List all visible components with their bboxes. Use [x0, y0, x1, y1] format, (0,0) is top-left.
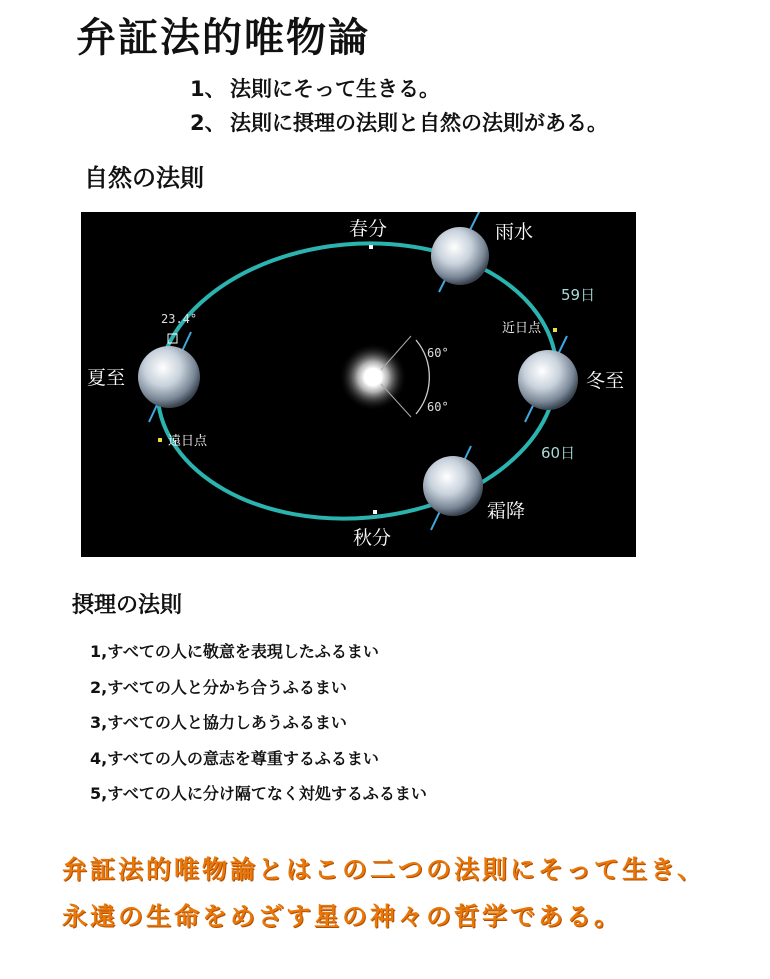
principles-list	[190, 72, 608, 140]
label-spring-equinox: 春分	[349, 218, 388, 240]
sun	[364, 368, 382, 386]
perihelion-marker	[553, 328, 557, 332]
label-autumn-equinox: 秋分	[353, 527, 392, 549]
label-winter-solstice: 冬至	[586, 370, 625, 392]
conclusion-line-1: 弁証法的唯物論とはこの二つの法則にそって生き、	[62, 855, 706, 884]
principle-text: 法則に摂理の法則と自然の法則がある。	[230, 111, 608, 135]
spring-equinox-marker	[369, 245, 373, 249]
label-angle-upper: 60°	[427, 346, 449, 360]
label-days-60: 60日	[541, 444, 576, 462]
principle-1	[190, 72, 608, 106]
providence-list	[90, 634, 427, 812]
list-item: 4,すべての人の意志を尊重するふるまい	[90, 748, 379, 768]
list-item: 3,すべての人と協力しあうふるまい	[90, 713, 347, 732]
label-summer-solstice: 夏至	[87, 367, 126, 389]
earth-rain-water	[431, 227, 489, 285]
principle-2	[190, 106, 608, 140]
earth-frost-descent	[423, 456, 483, 516]
list-item: 5,すべての人に分け隔てなく対処するふるまい	[90, 784, 427, 803]
principle-text: 法則にそって生きる。	[230, 77, 440, 101]
autumn-equinox-marker	[373, 510, 377, 514]
list-item: 2,すべての人と分かち合うふるまい	[90, 677, 347, 697]
orbit-svg	[81, 212, 636, 557]
principle-number: 1、	[190, 77, 226, 101]
nature-heading: 自然の法則	[84, 164, 204, 192]
label-tilt: 23.4°	[161, 312, 198, 326]
principle-number: 2、	[190, 111, 226, 135]
earth-winter-solstice	[518, 350, 578, 410]
label-angle-lower: 60°	[427, 400, 449, 414]
orbit-diagram	[81, 212, 636, 557]
page-title: 弁証法的唯物論	[76, 15, 370, 61]
label-perihelion: 近日点	[502, 321, 542, 336]
earth-summer-solstice	[138, 346, 200, 408]
label-days-59: 59日	[561, 286, 596, 304]
list-item: 1,すべての人に敬意を表現したふるまい	[90, 642, 379, 661]
aphelion-marker	[158, 438, 162, 442]
providence-heading: 摂理の法則	[72, 593, 183, 618]
conclusion-line-2: 永遠の生命をめざす星の神々の哲学である。	[62, 902, 623, 931]
label-frost-descent: 霜降	[487, 500, 526, 522]
label-aphelion: 遠日点	[168, 434, 208, 449]
label-rain-water: 雨水	[495, 221, 534, 243]
